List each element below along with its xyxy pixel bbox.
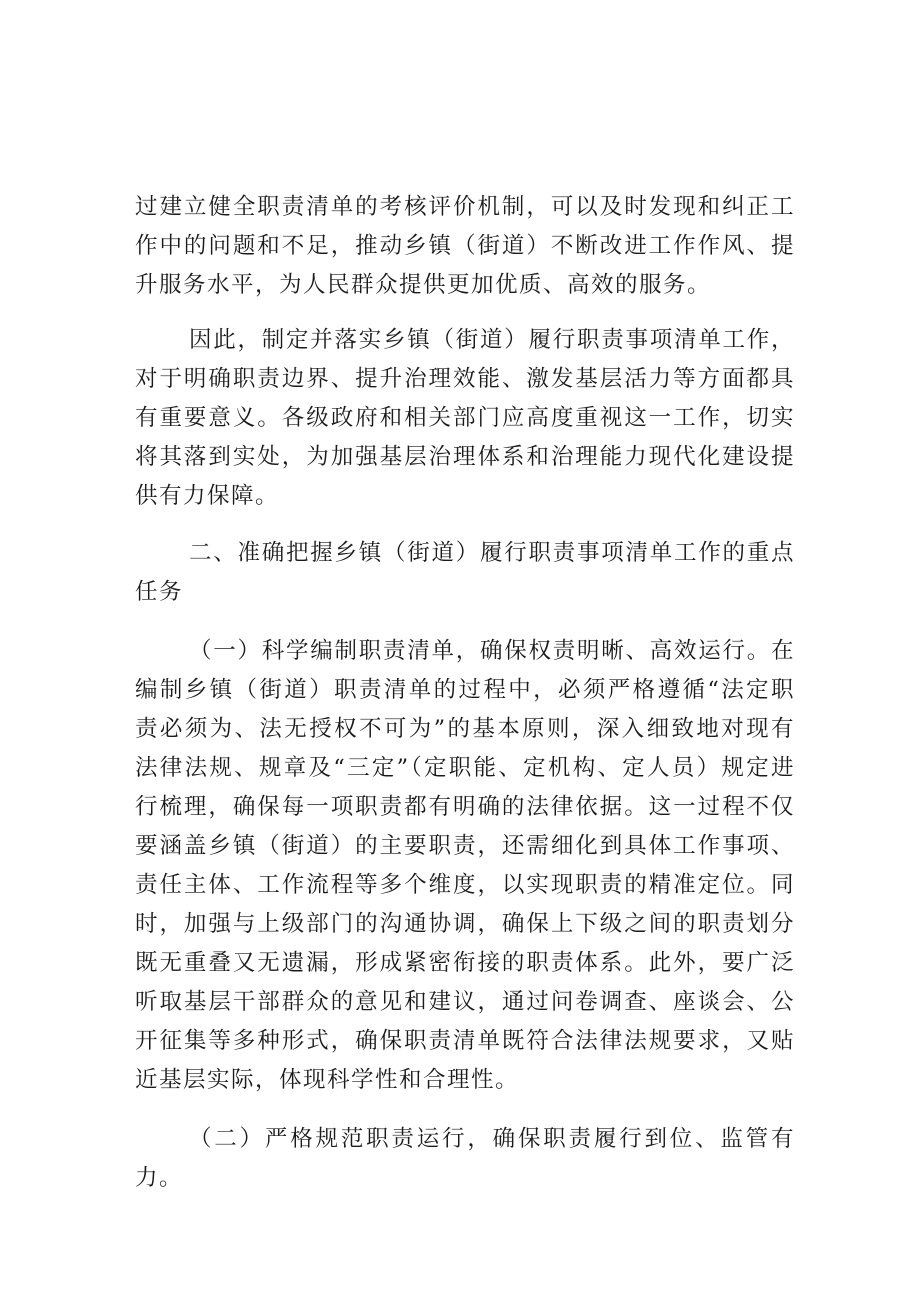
paragraph-subsection-1: （一）科学编制职责清单，确保权责明晰、高效运行。在编制乡镇（街道）职责清单的过程中，必须严格遵循“法定职责必须为、法无授权不可为”的基本原则，深入细致地对现有法律法规、规章及“三定”（定职能、定机构、定人员）规定进行梳理，确保每一项职责都有明确的法律依据。这一过程不仅要涵盖乡镇（街道）的主要职责，还需细化到具体工作事项、责任主体、工作流程等多个维度，以实现职责的精准定位。同时，加强与上级部门的沟通协调，确保上下级之间的职责划分既无重叠又无遗漏，形成紧密衔接的职责体系。此外，要广泛听取基层干部群众的意见和建议，通过问卷调查、座谈会、公开征集等多种形式，确保职责清单既符合法律法规要求，又贴近基层实际，体现科学性和合理性。 [135, 638, 795, 1093]
paragraph-significance: 因此，制定并落实乡镇（街道）履行职责事项清单工作，对于明确职责边界、提升治理效能、激发基层活力等方面都具有重要意义。各级政府和相关部门应高度重视这一工作，切实将其落到实处，为加强基层治理体系和治理能力现代化建设提供有力保障。 [135, 327, 795, 509]
paragraph-continuation: 过建立健全职责清单的考核评价机制，可以及时发现和纠正工作中的问题和不足，推动乡镇（街道）不断改进工作作风、提升服务水平，为人民群众提供更加优质、高效的服务。 [135, 194, 795, 298]
paragraph-subsection-2: （二）严格规范职责运行，确保职责履行到位、监管有力。 [135, 1126, 795, 1191]
section-heading: 二、准确把握乡镇（街道）履行职责事项清单工作的重点任务 [135, 540, 795, 605]
document-body [135, 188, 795, 1198]
